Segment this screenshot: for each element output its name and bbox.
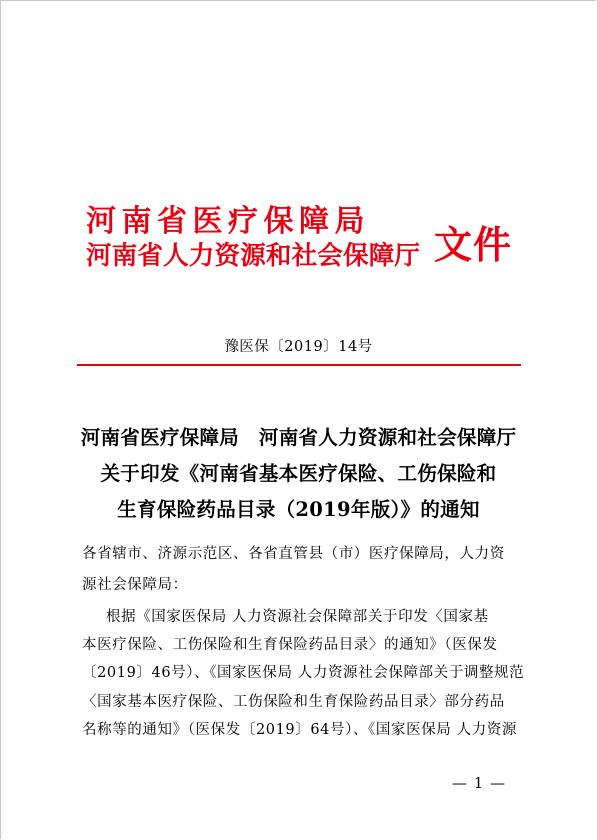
document-label: 文件 [434,222,513,267]
body-line: 本医疗保险、工伤保险和生育保险药品目录〉的通知》（医保发 [82,637,498,653]
document-header [86,190,526,290]
title-line-2: 关于印发《河南省基本医疗保险、工伤保险和 [100,462,497,485]
issuing-agency-2: 河南省人力资源和社会保障厅 [86,241,421,271]
body-line: 根据《国家医保局 人力资源社会保障部关于印发〈国家基 [106,609,489,625]
document-number: 豫医保〔2019〕14号 [224,339,373,355]
body-line: 〔2019〕46号）、《国家医保局 人力资源社会保障部关于调整规范 [82,665,525,681]
body-line-addressee-cont: 源社会保障局： [82,577,188,593]
body-line: 〈国家基本医疗保险、工伤保险和生育保险药品目录〉部分药品 [82,694,505,710]
title-line-1: 河南省医疗保障局 河南省人力资源和社会保障厅 [80,426,517,449]
issuing-agency-1: 河南省医疗保障局 [86,204,370,239]
body-line: 名称等的通知》（医保发〔2019〕64号）、《国家医保局 人力资源 [82,722,518,738]
red-separator-line [77,364,521,366]
body-line-addressee: 各省辖市、济源示范区、各省直管县（市）医疗保障局，人力资 [82,546,505,562]
page-number: — 1 — [452,774,507,792]
title-line-3: 生育保险药品目录（2019年版）》的通知 [117,498,480,521]
